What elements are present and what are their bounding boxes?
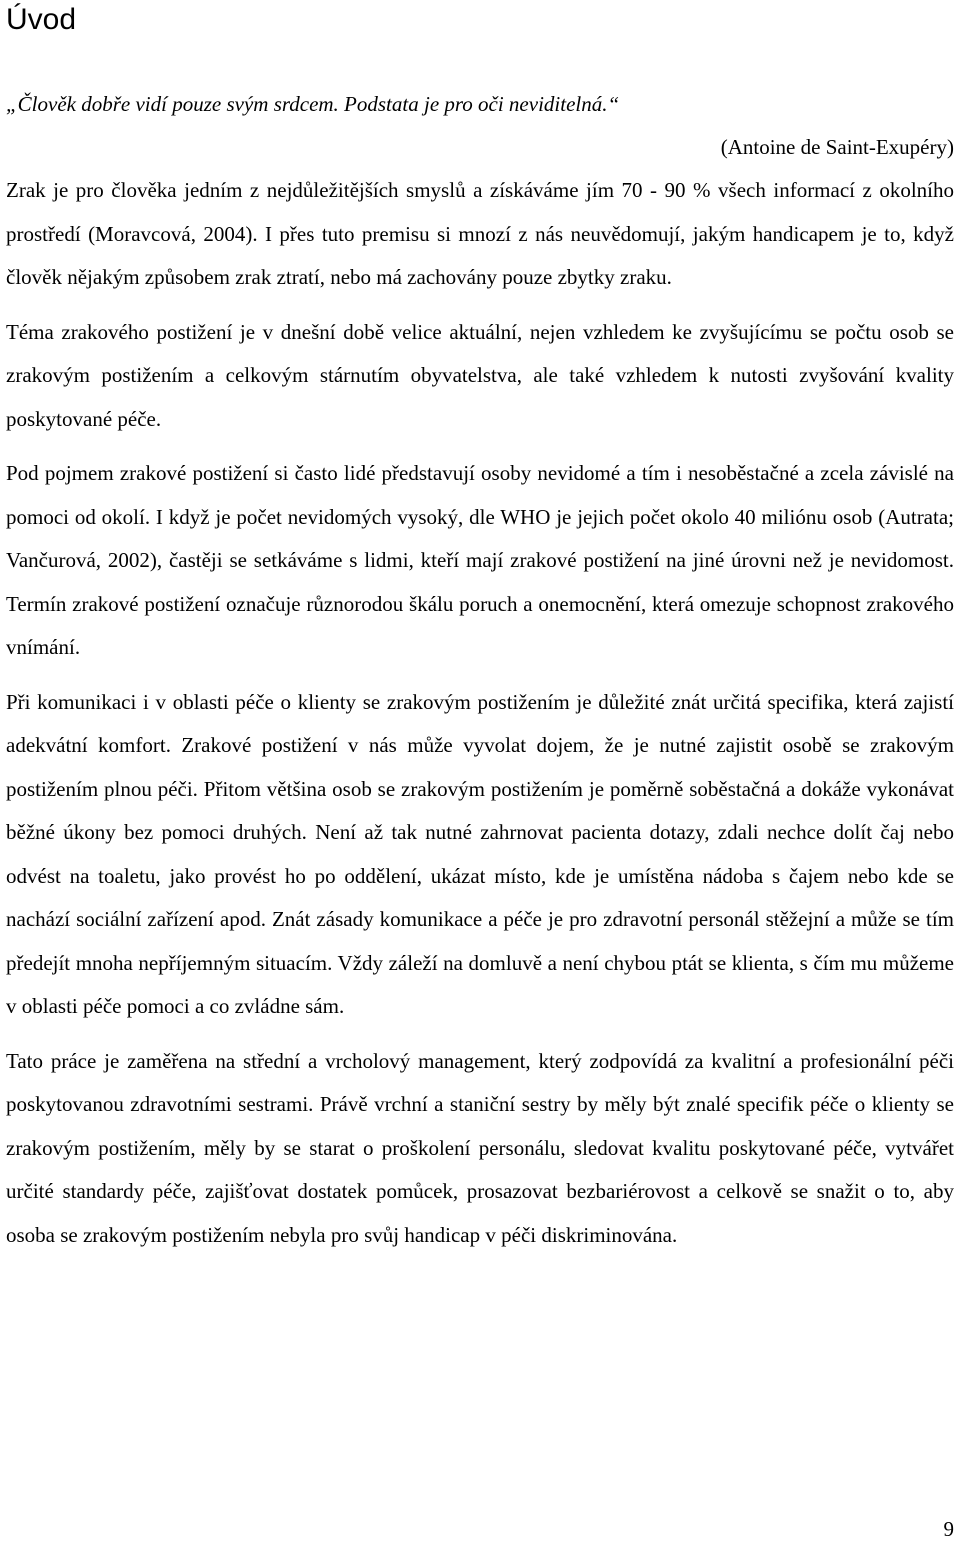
paragraph: Zrak je pro člověka jedním z nejdůležitějších smyslů a získáváme jím 70 - 90 % všech informací z okolního prostředí (Moravcová, 2004). I přes tuto premisu si mnozí z nás neuvědomují, jakým handicapem je to, když člověk nějakým způsobem zrak ztratí, nebo má zachovány pouze zbytky zraku. <box>6 178 954 289</box>
paragraph: Tato práce je zaměřena na střední a vrcholový management, který zodpovídá za kvalitní a profesionální péči poskytovanou zdravotními sestrami. Právě vrchní a staniční sestry by měly být znalé specifik péče o klienty se zrakovým postižením, měly by se starat o proškolení personálu, sledovat kvalitu poskytované péče, vytvářet určité standardy péče, zajišťovat dostatek pomůcek, prosazovat bezbariérovost a celkově se snažit o to, aby osoba se zrakovým postižením nebyla pro svůj handicap v péči diskriminována. <box>6 1048 954 1247</box>
body-text <box>6 169 954 1257</box>
paragraph: Při komunikaci i v oblasti péče o klienty se zrakovým postižením je důležité znát určitá specifika, která zajistí adekvátní komfort. Zrakové postižení v nás může vyvolat dojem, že je nutné zajistit osobě se zrakovým postižením plnou péči. Přitom většina osob se zrakovým postižením je poměrně soběstačná a dokáže vykonávat běžné úkony bez pomoci druhých. Není až tak nutné zahrnovat pacienta dotazy, zdali nechce dolít čaj nebo odvést na toaletu, jako provést ho po oddělení, ukázat místo, kde je umístěna nádoba s čajem nebo kde se nachází sociální zařízení apod. Znát zásady komunikace a péče je pro zdravotní personál stěžejní a může se tím předejít mnoha nepříjemným situacím. Vždy záleží na domluvě a není chybou ptát se klienta, s čím mu můžeme v oblasti péče pomoci a co zvládne sám. <box>6 689 954 1018</box>
epigraph-quote: „Člověk dobře vidí pouze svým srdcem. Podstata je pro oči neviditelná.“ <box>6 92 620 116</box>
page-title: Úvod <box>6 3 77 36</box>
epigraph-author: (Antoine de Saint-Exupéry) <box>720 135 954 159</box>
paragraph: Pod pojmem zrakové postižení si často lidé představují osoby nevidomé a tím i nesoběstačné a zcela závislé na pomoci od okolí. I když je počet nevidomých vysoký, dle WHO je jejich počet okolo 40 miliónu osob (Autrata; Vančurová, 2002), častěji se setkáváme s lidmi, kteří mají zrakové postižení na jiné úrovni než je nevidomost. Termín zrakové postižení označuje různorodou škálu poruch a onemocnění, která omezuje schopnost zrakového vnímání. <box>6 461 954 659</box>
page-number: 9 <box>943 1517 954 1541</box>
paragraph: Téma zrakového postižení je v dnešní době velice aktuální, nejen vzhledem ke zvyšujícímu se počtu osob se zrakovým postižením a celkovým stárnutím obyvatelstva, ale také vzhledem k nutosti zvyšování kvality poskytované péče. <box>6 319 954 431</box>
